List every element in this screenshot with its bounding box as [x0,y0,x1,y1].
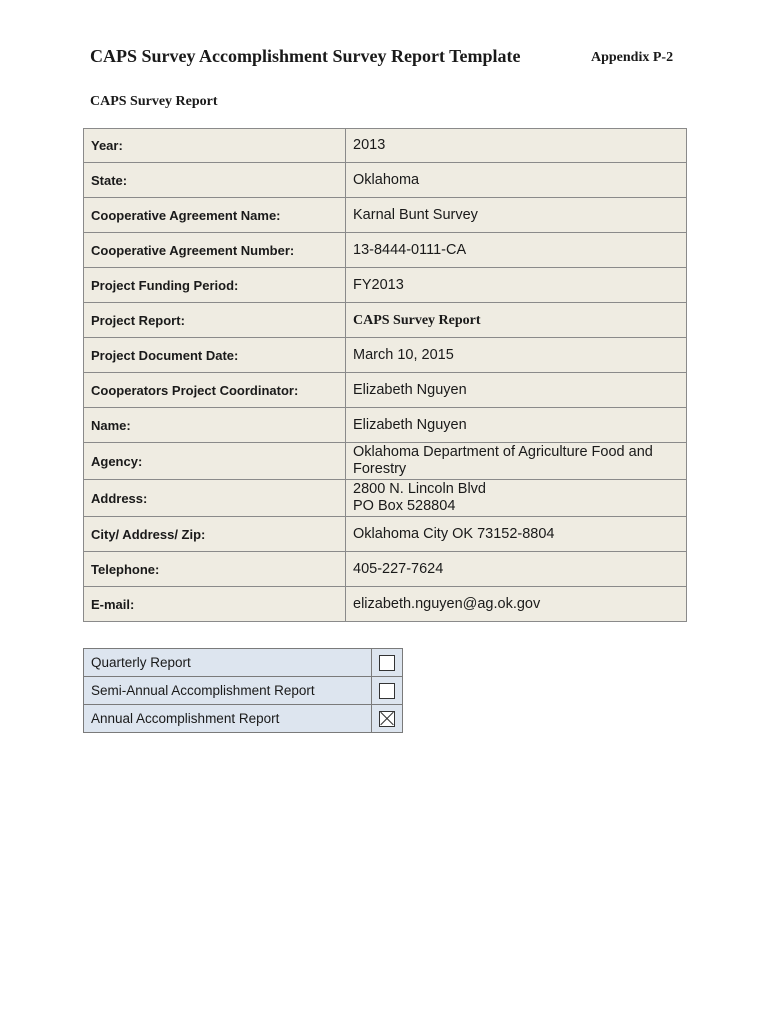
name-value: Elizabeth Nguyen [346,408,687,443]
semi-annual-report-label: Semi-Annual Accomplishment Report [84,677,372,705]
agreement-number-value: 13-8444-0111-CA [346,233,687,268]
report-info-table [83,128,687,622]
project-report-value: CAPS Survey Report [346,303,687,338]
telephone-label: Telephone: [84,552,346,587]
table-row [84,677,403,705]
address-label: Address: [84,480,346,517]
agency-label: Agency: [84,443,346,480]
document-date-label: Project Document Date: [84,338,346,373]
funding-period-value: FY2013 [346,268,687,303]
state-label: State: [84,163,346,198]
table-row [84,649,403,677]
table-row [84,303,687,338]
table-row [84,408,687,443]
document-date-value: March 10, 2015 [346,338,687,373]
name-label: Name: [84,408,346,443]
address-line-2: PO Box 528804 [353,498,456,514]
table-row [84,338,687,373]
project-report-label: Project Report: [84,303,346,338]
agency-value: Oklahoma Department of Agriculture Food and Forestry [346,443,687,480]
coordinator-label: Cooperators Project Coordinator: [84,373,346,408]
annual-report-checkbox[interactable] [379,711,395,727]
year-value: 2013 [346,129,687,163]
coordinator-value: Elizabeth Nguyen [346,373,687,408]
table-row [84,480,687,517]
city-zip-value: Oklahoma City OK 73152-8804 [346,517,687,552]
address-line-1: 2800 N. Lincoln Blvd [353,481,486,497]
quarterly-report-checkbox[interactable] [379,655,395,671]
table-row [84,443,687,480]
annual-report-label: Annual Accomplishment Report [84,705,372,733]
city-zip-label: City/ Address/ Zip: [84,517,346,552]
table-row [84,268,687,303]
agreement-name-value: Karnal Bunt Survey [346,198,687,233]
agreement-name-label: Cooperative Agreement Name: [84,198,346,233]
table-row [84,517,687,552]
appendix-label: Appendix P-2 [591,50,674,65]
table-row [84,163,687,198]
semi-annual-report-checkbox[interactable] [379,683,395,699]
state-value: Oklahoma [346,163,687,198]
table-row [84,587,687,622]
table-row [84,129,687,163]
quarterly-report-label: Quarterly Report [84,649,372,677]
report-type-table [83,648,403,733]
year-label: Year: [84,129,346,163]
table-row [84,233,687,268]
table-row [84,198,687,233]
email-label: E-mail: [84,587,346,622]
report-subtitle: CAPS Survey Report [90,94,218,109]
agreement-number-label: Cooperative Agreement Number: [84,233,346,268]
funding-period-label: Project Funding Period: [84,268,346,303]
email-value: elizabeth.nguyen@ag.ok.gov [346,587,687,622]
address-value [346,480,687,517]
table-row [84,552,687,587]
telephone-value: 405-227-7624 [346,552,687,587]
page-title: CAPS Survey Accomplishment Survey Report Template [90,46,521,66]
table-row [84,373,687,408]
table-row [84,705,403,733]
